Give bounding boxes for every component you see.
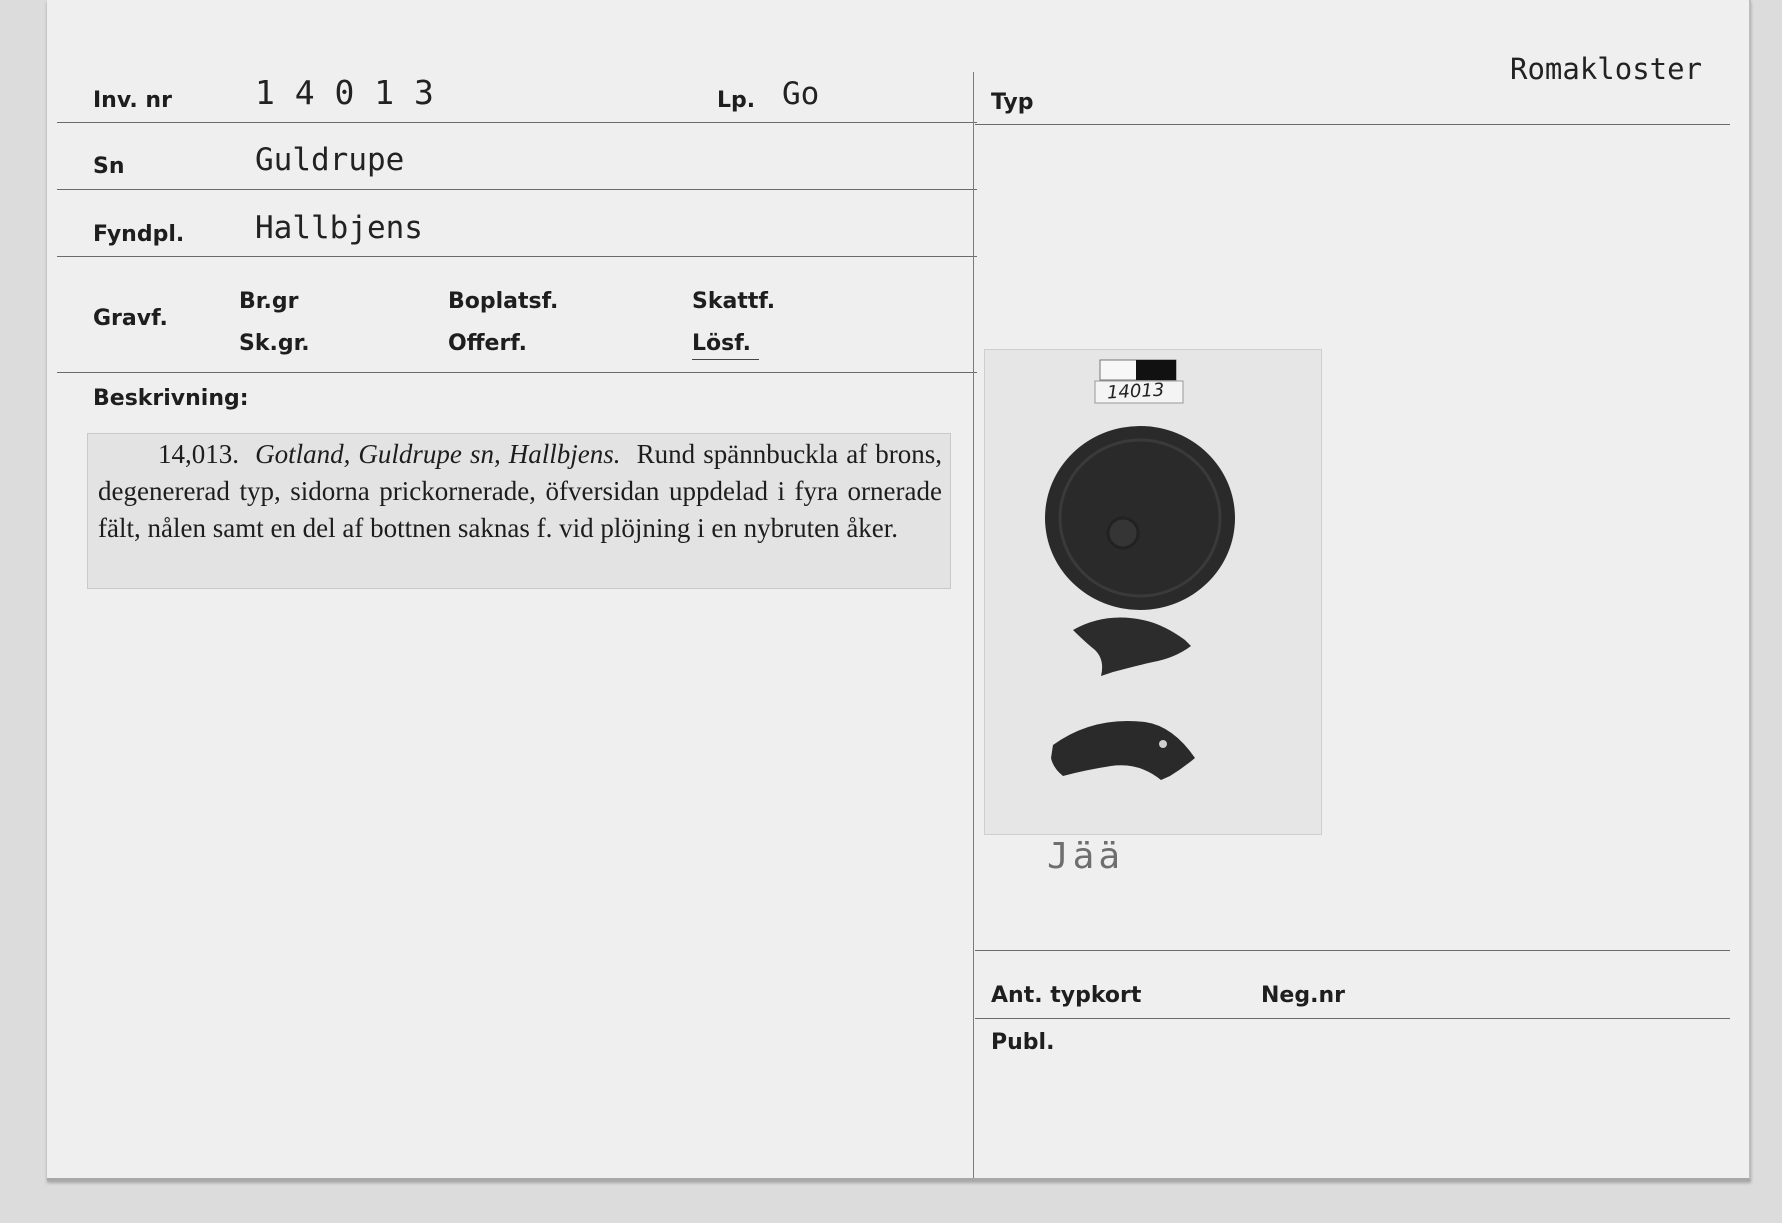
artifact-drawing bbox=[985, 350, 1321, 834]
description-number: 14,013. bbox=[158, 439, 239, 469]
row-divider bbox=[57, 372, 977, 373]
row-divider bbox=[57, 256, 977, 257]
ant-typkort-label: Ant. typkort bbox=[991, 983, 1142, 1008]
typ-label: Typ bbox=[991, 90, 1034, 115]
beskrivning-label: Beskrivning: bbox=[93, 386, 249, 411]
fyndpl-value: Hallbjens bbox=[255, 210, 423, 246]
row-divider bbox=[975, 950, 1730, 951]
boplatsf-label: Boplatsf. bbox=[448, 289, 559, 314]
description-italic: Gotland, Guldrupe sn, Hallbjens. bbox=[255, 439, 621, 469]
lp-label: Lp. bbox=[717, 88, 756, 113]
catalog-card bbox=[47, 0, 1751, 1181]
publ-label: Publ. bbox=[991, 1030, 1055, 1055]
row-divider bbox=[975, 1018, 1730, 1019]
column-divider bbox=[973, 72, 974, 1178]
losf-label: Lösf. bbox=[692, 331, 759, 360]
description-text: Rund spännbuckla af brons, degenererad typ, sidorna prickornerade, öfversidan uppdelad i fyra ornerade fält, nålen samt en del af bottnen saknas f. vid plöjning i en nybruten åker. bbox=[98, 439, 942, 543]
typ-value: Romakloster bbox=[1510, 52, 1703, 86]
photo-caption-stamp: Jää bbox=[1047, 836, 1125, 877]
fyndpl-label: Fyndpl. bbox=[93, 222, 185, 247]
skattf-label: Skattf. bbox=[692, 289, 776, 314]
lp-value: Go bbox=[782, 76, 820, 112]
inv-nr-value: 1 4 0 1 3 bbox=[255, 73, 434, 112]
neg-nr-label: Neg.nr bbox=[1261, 983, 1345, 1008]
gravf-label: Gravf. bbox=[93, 306, 168, 331]
sn-label: Sn bbox=[93, 154, 125, 179]
inv-nr-label: Inv. nr bbox=[93, 88, 172, 113]
description-clipping bbox=[87, 433, 951, 589]
row-divider bbox=[57, 189, 977, 190]
artifact-photo bbox=[984, 349, 1322, 835]
skgr-label: Sk.gr. bbox=[239, 331, 310, 356]
brgr-label: Br.gr bbox=[239, 289, 299, 314]
row-divider bbox=[57, 122, 977, 123]
offerf-label: Offerf. bbox=[448, 331, 528, 356]
photo-label: 14013 bbox=[1106, 379, 1165, 404]
sn-value: Guldrupe bbox=[255, 142, 405, 178]
row-divider bbox=[975, 124, 1730, 125]
